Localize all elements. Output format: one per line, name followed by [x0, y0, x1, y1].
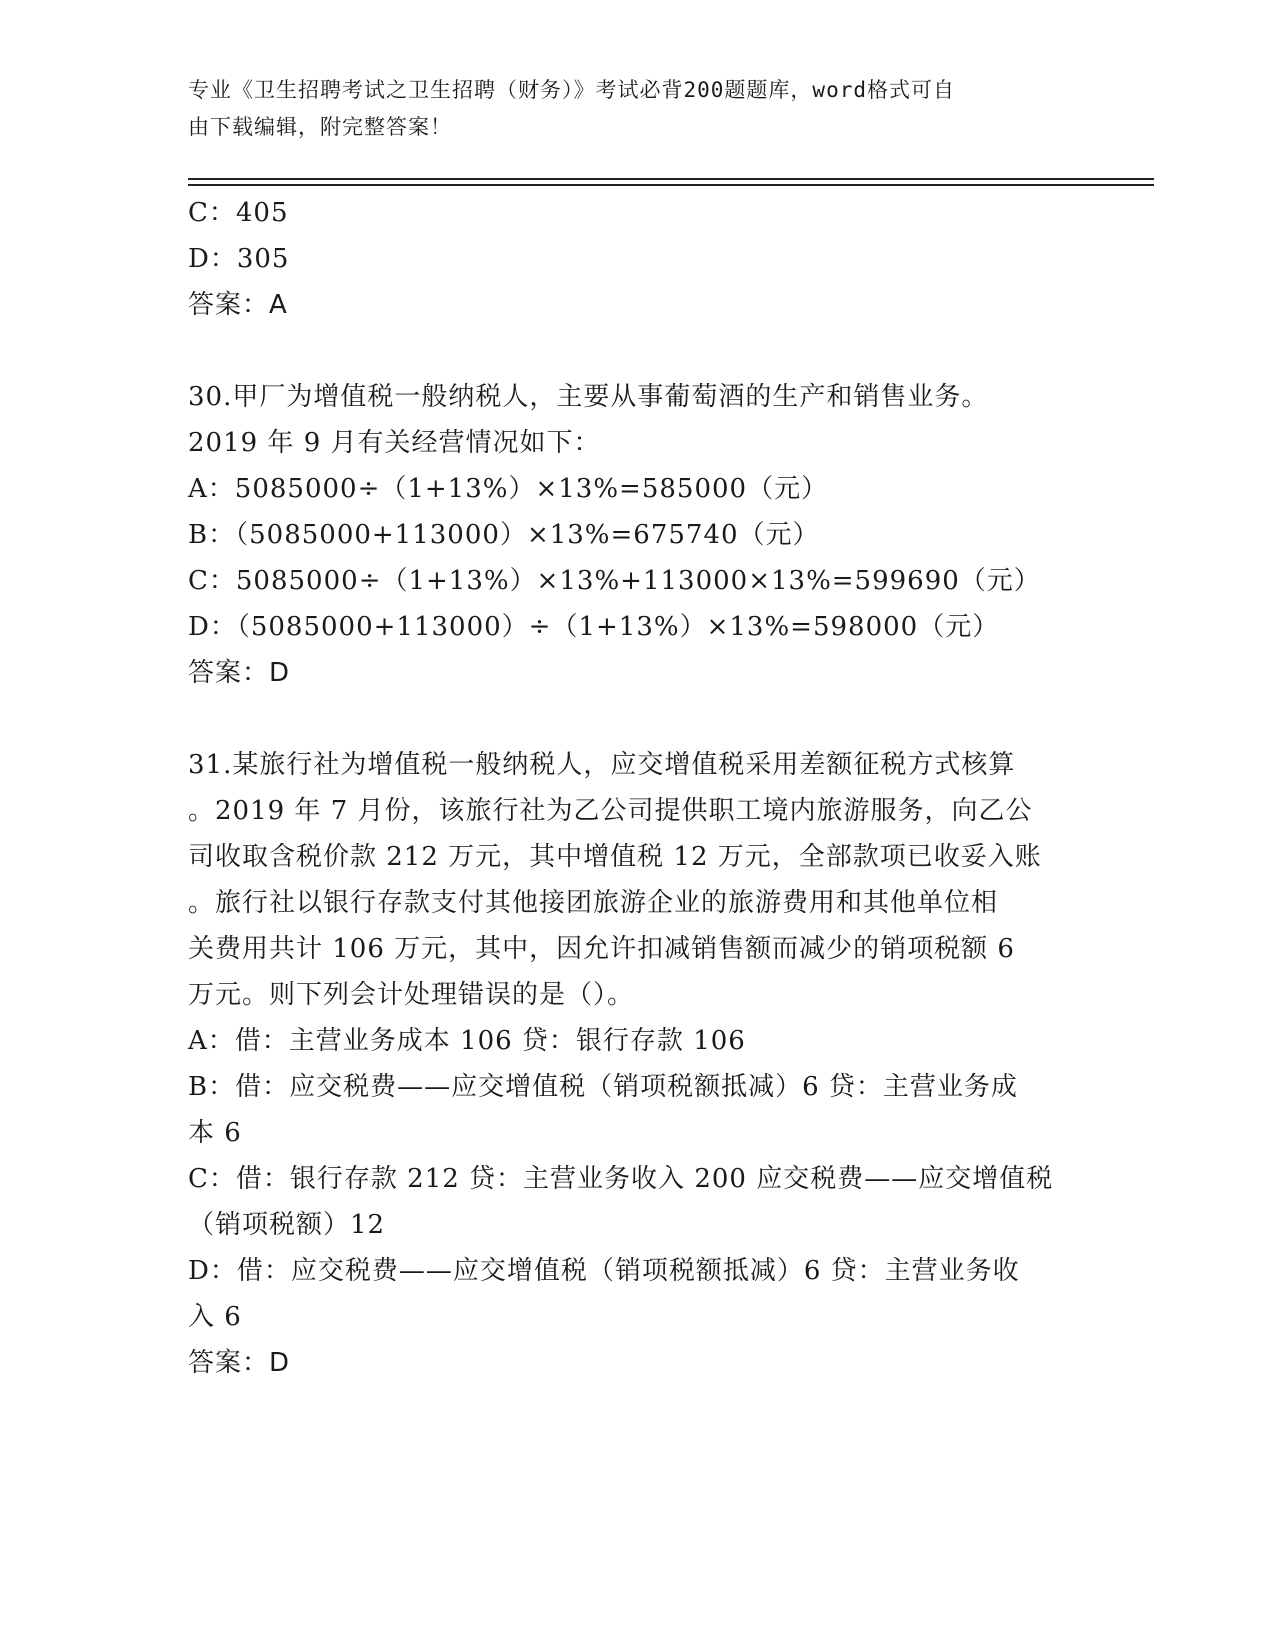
- question-text: 万元。则下列会计处理错误的是（）。: [188, 980, 635, 1010]
- option-c: C：5085000÷（1+13%）×13%+113000×13%=599690（元）: [188, 566, 1041, 596]
- option-b: B：（5085000+113000）×13%=675740（元）: [188, 520, 820, 550]
- option-d-continued: 入 6: [188, 1302, 242, 1332]
- answer: 答案：D: [188, 1348, 291, 1378]
- question-text: 31.某旅行社为增值税一般纳税人，应交增值税采用差额征税方式核算: [188, 750, 1016, 780]
- option-b-continued: 本 6: [188, 1118, 242, 1148]
- header-line: 专业《卫生招聘考试之卫生招聘（财务）》考试必背200题题库，word格式可自: [188, 78, 955, 102]
- question-30: [188, 374, 1088, 696]
- option-c: C：405: [188, 198, 289, 228]
- option-d: D：305: [188, 244, 290, 274]
- option-a: A：5085000÷（1+13%）×13%=585000（元）: [188, 474, 829, 504]
- question-text: 2019 年 9 月有关经营情况如下：: [188, 428, 601, 458]
- document-body: [188, 190, 1088, 1386]
- option-c-continued: （销项税额）12: [188, 1210, 386, 1240]
- answer: 答案：A: [188, 290, 288, 320]
- page-header: [188, 72, 1088, 146]
- question-text: 。旅行社以银行存款支付其他接团旅游企业的旅游费用和其他单位相: [188, 888, 999, 918]
- option-c: C：借：银行存款 212 贷：主营业务收入 200 应交税费——应交增值税: [188, 1164, 1054, 1194]
- question-text: 30.甲厂为增值税一般纳税人，主要从事葡萄酒的生产和销售业务。: [188, 382, 989, 412]
- option-a: A：借：主营业务成本 106 贷：银行存款 106: [188, 1026, 746, 1056]
- spacer: [188, 696, 1088, 742]
- header-divider: [188, 184, 1154, 186]
- option-d: D：（5085000+113000）÷（1+13%）×13%=598000（元）: [188, 612, 1000, 642]
- header-line: 由下载编辑，附完整答案！: [188, 115, 452, 139]
- question-text: 。2019 年 7 月份，该旅行社为乙公司提供职工境内旅游服务，向乙公: [188, 796, 1033, 826]
- question-31: [188, 742, 1088, 1386]
- question-text: 关费用共计 106 万元，其中，因允许扣减销售额而减少的销项税额 6: [188, 934, 1015, 964]
- question-text: 司收取含税价款 212 万元，其中增值税 12 万元，全部款项已收妥入账: [188, 842, 1042, 872]
- answer: 答案：D: [188, 658, 291, 688]
- option-d: D：借：应交税费——应交增值税（销项税额抵减）6 贷：主营业务收: [188, 1256, 1020, 1286]
- spacer: [188, 328, 1088, 374]
- header-divider: [188, 178, 1154, 180]
- option-b: B：借：应交税费——应交增值税（销项税额抵减）6 贷：主营业务成: [188, 1072, 1018, 1102]
- prev-question: [188, 190, 1088, 328]
